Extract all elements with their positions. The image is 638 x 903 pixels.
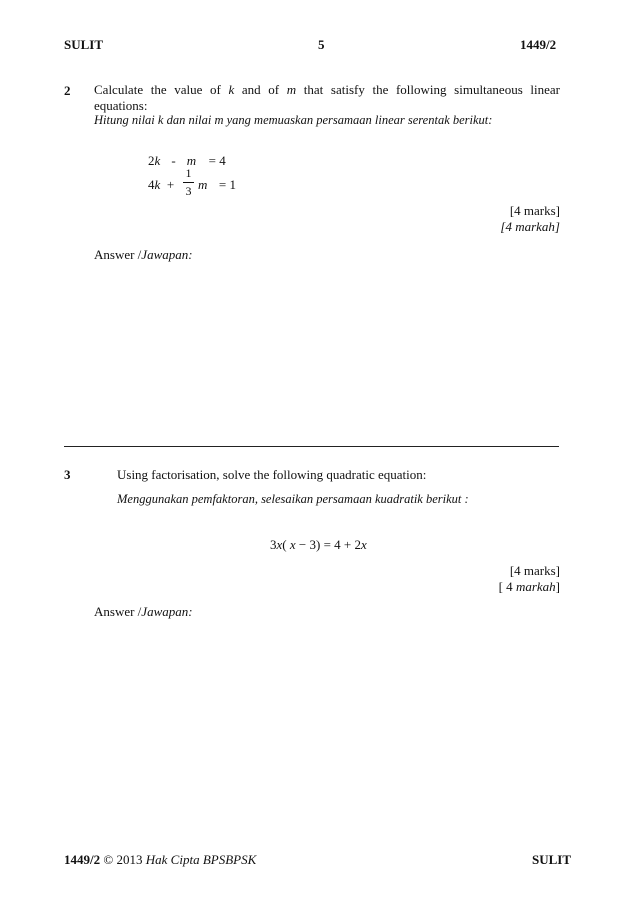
header-code: 1449/2	[520, 37, 557, 52]
q3-marks: [4 marks] [ 4 markah]	[498, 563, 560, 594]
q3-malay-text: Menggunakan pemfaktoran, selesaikan persamaan kuadratik berikut :	[117, 492, 469, 506]
q2-malay-text: Hitung nilai k dan nilai m yang memuaskan persamaan linear serentak berikut:	[94, 113, 493, 127]
q3-text: Using factorisation, solve the following quadratic equation:	[117, 467, 427, 482]
q2-equation-2-left: 4k +	[148, 177, 175, 192]
q2-text-line2: equations:	[94, 98, 148, 113]
q3-number: 3	[64, 467, 71, 482]
header-sulit: SULIT	[64, 37, 104, 52]
q2-marks: [4 marks] [4 markah]	[500, 203, 560, 234]
q2-text-line1: Calculate the value of k and of m that satisfy the following simultaneous linear	[94, 82, 560, 97]
page-number: 5	[318, 37, 325, 52]
section-divider	[64, 446, 559, 447]
q3-answer-label: Answer /Jawapan:	[94, 604, 193, 619]
q2-answer-label: Answer /Jawapan:	[94, 247, 193, 262]
q2-fraction-one-third: 1 3	[183, 166, 194, 199]
q2-equation-1: 2k - m = 4	[148, 153, 226, 168]
q3-equation: 3x( x − 3) = 4 + 2x	[270, 537, 367, 552]
q2-equation-2-right: m = 1	[198, 177, 236, 192]
footer-sulit: SULIT	[532, 852, 572, 867]
footer-copyright: 1449/2 © 2013 Hak Cipta BPSBPSK	[64, 852, 257, 867]
q2-number: 2	[64, 83, 71, 98]
